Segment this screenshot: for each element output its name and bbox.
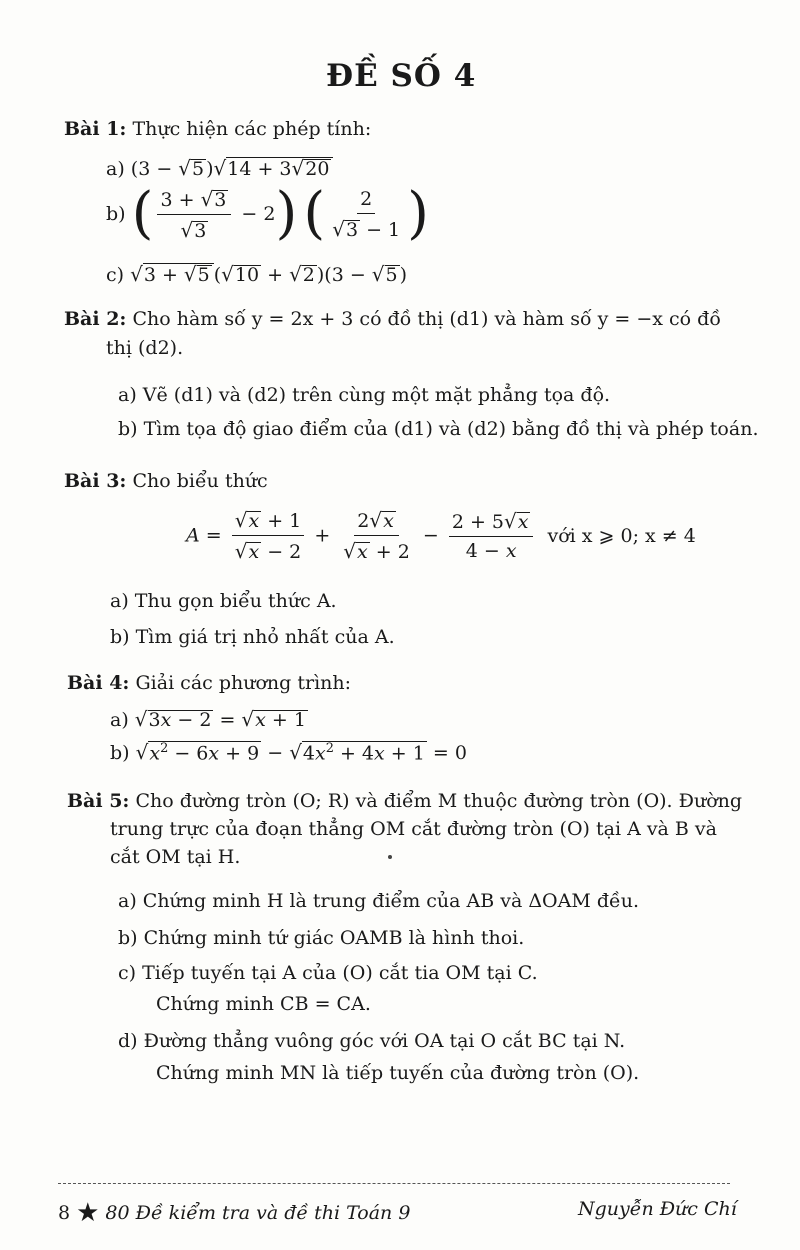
star-icon: ★ [76, 1198, 100, 1228]
bai4-b-expr: $√x^2 - 6x + 9 - √4x^2 + 4x + 1 = 0$ [135, 740, 467, 764]
bai2-label: Bài 2: [64, 308, 127, 330]
bai2-a: a) Vẽ (d1) và (d2) trên cùng một mặt phẳng tọa độ. [118, 384, 611, 406]
bai5-b: b) Chứng minh tứ giác OAMB là hình thoi. [118, 927, 525, 949]
bai1-c-label: c) [106, 264, 125, 286]
bai1-text: Thực hiện các phép tính: [132, 118, 372, 140]
bai4-heading [67, 672, 351, 694]
book-title: 80 Đề kiểm tra và đề thi Toán 9 [105, 1202, 411, 1224]
bai5-line1 [67, 790, 742, 812]
bai3-a: a) Thu gọn biểu thức A. [110, 590, 337, 612]
bai3-label: Bài 3: [64, 470, 127, 492]
bai1-b-label: b) [106, 203, 126, 225]
author-name: Nguyễn Đức Chí [578, 1198, 737, 1220]
bai3-formula: A = $\frac{√x + 1}{√x - 2}$ + $\frac{2√x}{√x + 2}$ − $\frac{2 + 5√x}{4 - x}$ với x ⩾ 0; x ≠ 4 [186, 508, 696, 563]
footer-rule [58, 1183, 730, 1184]
bai5-a: a) Chứng minh H là trung điểm của AB và ΔOAM đều. [118, 890, 639, 912]
bai1-label: Bài 1: [64, 118, 127, 140]
bai1-c-expr: √3 + √5 (√10 + √2 )(3 − √5 ) [130, 262, 408, 286]
bai4-a [110, 707, 308, 731]
bai3-b: b) Tìm giá trị nhỏ nhất của A. [110, 626, 395, 648]
bai4-label: Bài 4: [67, 672, 130, 694]
bai4-text: Giải các phương trình: [135, 672, 352, 694]
bai1-a-label: a) [106, 158, 125, 180]
page-number: 8 [58, 1202, 71, 1224]
bai5-d1: d) Đường thẳng vuông góc với OA tại O cắt BC tại N. [118, 1030, 626, 1052]
bai5-line2: trung trực của đoạn thẳng OM cắt đường tròn (O) tại A và B và [110, 818, 717, 840]
bai5-c1: c) Tiếp tuyến tại A của (O) cắt tia OM tại C. [118, 962, 538, 984]
bai4-a-expr: √3x − 2 = √x + 1 [134, 707, 306, 731]
speck [388, 855, 392, 859]
page-title: ĐỀ SỐ 4 [326, 58, 477, 94]
bai2-line2: thị (d2). [106, 337, 184, 359]
bai4-b [110, 740, 467, 764]
bai1-b-expr: ( $\frac{3 + √3}{√3}$ − 2) ( $\frac{2}{√3 - 1}$ ) [131, 181, 430, 246]
bai5-text-1: Cho đường tròn (O; R) và điểm M thuộc đường tròn (O). Đường [135, 790, 743, 812]
bai1-a [106, 156, 333, 180]
bai2-line1 [64, 308, 721, 330]
bai5-line3: cắt OM tại H. [110, 846, 241, 868]
bai4-b-label: b) [110, 742, 130, 764]
bai5-label: Bài 5: [67, 790, 130, 812]
footer-left [58, 1198, 410, 1228]
bai1-a-expr: (3 − √5 )√14 + 3√20 [131, 158, 334, 180]
bai3-heading [64, 470, 268, 492]
bai1-c [106, 262, 407, 286]
bai1-heading [64, 118, 371, 140]
bai3-condition: với x ⩾ 0; x ≠ 4 [547, 524, 696, 547]
bai5-c2: Chứng minh CB = CA. [156, 993, 371, 1015]
bai4-a-label: a) [110, 709, 129, 731]
bai5-d2: Chứng minh MN là tiếp tuyến của đường tròn (O). [156, 1062, 640, 1084]
bai1-b [106, 181, 430, 246]
bai3-text: Cho biểu thức [132, 470, 268, 492]
bai2-text-1: Cho hàm số y = 2x + 3 có đồ thị (d1) và hàm số y = −x có đồ [132, 308, 721, 330]
bai2-b: b) Tìm tọa độ giao điểm của (d1) và (d2) bằng đồ thị và phép toán. [118, 418, 759, 440]
